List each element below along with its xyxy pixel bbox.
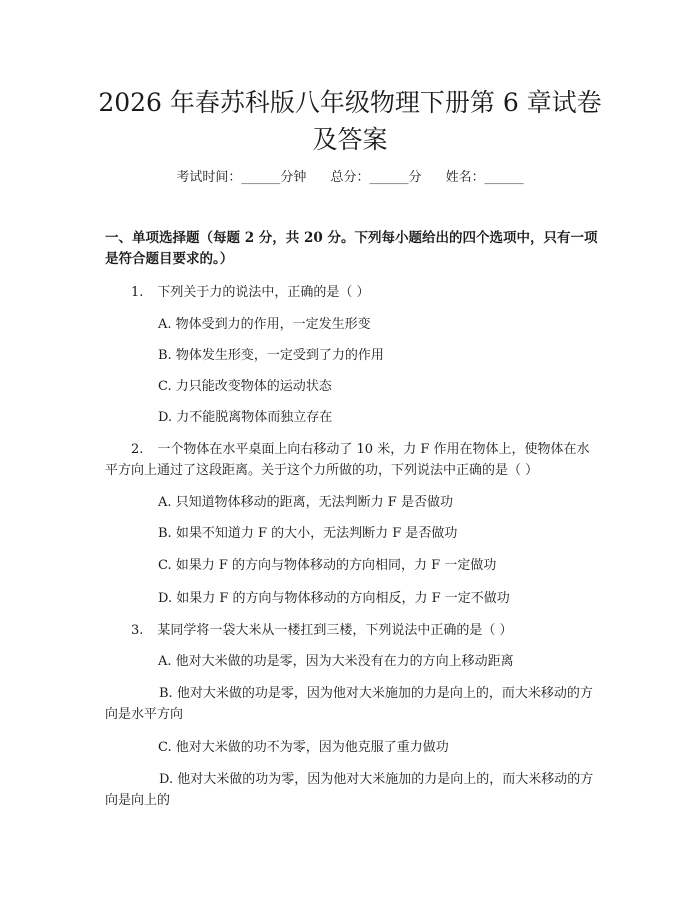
document-title-line-2: 及答案: [312, 125, 388, 154]
question-1-option-a: A. 物体受到力的作用，一定发生形变: [158, 317, 371, 332]
question-3-option-c: C. 他对大米做的功不为零，因为他克服了重力做功: [158, 740, 449, 755]
exam-time-field: 考试时间：______分钟: [176, 170, 307, 185]
question-3-option-b: B. 他对大米做的功是零，因为他对大米施加的力是向上的，而大米移动的方向是水平方向: [105, 686, 593, 722]
question-2-option-d: D. 如果力 F 的方向与物体移动的方向相反，力 F 一定不做功: [158, 591, 510, 606]
question-3-stem: [105, 620, 600, 641]
question-3-option-d: D. 他对大米做的功为零，因为他对大米施加的力是向上的，而大米移动的方向是向上的: [105, 772, 594, 808]
exam-info-row: [0, 168, 700, 188]
question-2-option-c: C. 如果力 F 的方向与物体移动的方向相同，力 F 一定做功: [158, 558, 497, 573]
question-number: 3.: [131, 623, 144, 638]
question-3-option-a: A. 他对大米做的功是零，因为大米没有在力的方向上移动距离: [158, 654, 514, 669]
question-text: 某同学将一袋大米从一楼扛到三楼，下列说法中正确的是（ ）: [157, 623, 513, 638]
question-1-option-d: D. 力不能脱离物体而独立存在: [158, 410, 333, 425]
student-name-field: 姓名：______: [445, 170, 524, 185]
question-2-stem: [105, 439, 600, 481]
total-score-field: 总分：______分: [330, 170, 422, 185]
question-1-option-c: C. 力只能改变物体的运动状态: [158, 379, 332, 394]
document-title-line-1: 2026 年春苏科版八年级物理下册第 6 章试卷: [98, 88, 602, 117]
question-text: 下列关于力的说法中，正确的是（ ）: [157, 285, 370, 300]
question-1-option-b: B. 物体发生形变，一定受到了力的作用: [158, 348, 384, 363]
question-number: 2.: [131, 442, 144, 457]
question-1-stem: [105, 282, 600, 303]
question-text: 一个物体在水平桌面上向右移动了 10 米，力 F 作用在物体上，使物体在水平方向上通过了这段距离。关于这个力所做的功，下列说法中正确的是（ ）: [105, 442, 590, 478]
question-2-option-a: A. 只知道物体移动的距离，无法判断力 F 是否做功: [158, 495, 453, 510]
question-2-option-b: B. 如果不知道力 F 的大小，无法判断力 F 是否做功: [158, 526, 458, 541]
question-number: 1.: [131, 285, 144, 300]
section-heading: 一、单项选择题（每题 2 分，共 20 分。下列每小题给出的四个选项中，只有一项是符合题目要求的。）: [105, 230, 598, 267]
